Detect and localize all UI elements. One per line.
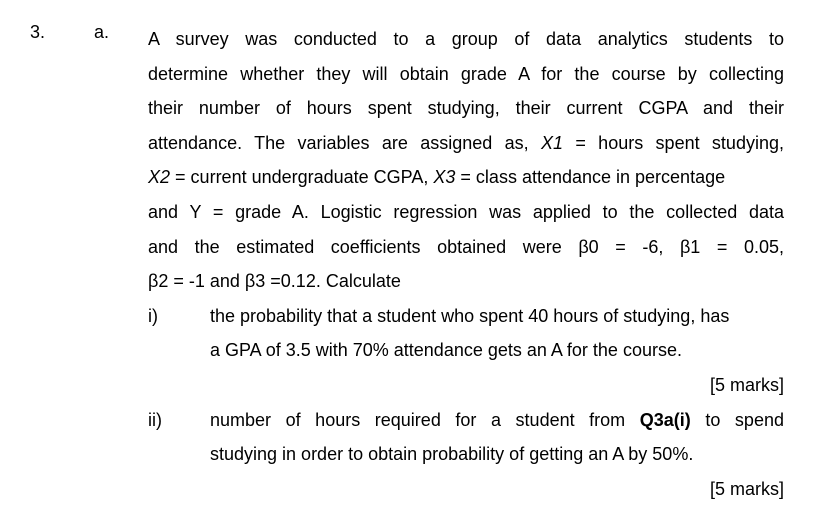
part-label: a. — [94, 22, 110, 42]
var-x1: X1 — [540, 132, 563, 153]
sub-i-marks: [5 marks] — [709, 374, 784, 395]
intro-line-4 — [148, 126, 784, 161]
sub-i-line-2: a GPA of 3.5 with 70% attendance gets an A for the course. — [210, 340, 682, 361]
sub-ii-line-1 — [210, 403, 784, 438]
coef-line: β2 = -1 and β3 =0.12. Calculate — [148, 271, 401, 292]
coef-b1: β1 = 0.05, — [679, 236, 784, 257]
question-number: 3. — [30, 22, 46, 42]
sub-question-ii — [148, 403, 784, 472]
sub-ii-line-2: studying in order to obtain probability of getting an A by 50%. — [210, 444, 694, 465]
intro-line-7 — [148, 230, 784, 265]
var-x1-def: = hours spent studying, — [575, 132, 784, 153]
intro-line-5 — [148, 160, 784, 195]
sub-question-i — [148, 299, 784, 368]
intro-line-2: determine whether they will obtain grade A for the course by collecting — [148, 63, 784, 84]
intro-line-6: and Y = grade A. Logistic regression was applied to the collected data — [148, 201, 784, 222]
sub-ii-marks: [5 marks] — [709, 478, 784, 499]
intro-line-1: A survey was conducted to a group of data analytics students to — [148, 29, 784, 49]
intro-line-4-text: attendance. The variables are assigned as, — [148, 132, 529, 153]
var-x3: X3 — [433, 167, 456, 188]
intro-line-7-text: and the estimated coefficients obtained were — [148, 236, 562, 257]
question-body — [148, 22, 784, 506]
var-x2-def: = current undergraduate CGPA, — [175, 167, 429, 188]
var-x2: X2 — [148, 167, 171, 188]
var-x3-def: = class attendance in percentage — [460, 167, 726, 188]
sub-i-label: i) — [148, 305, 158, 326]
coef-b0: β0 = -6, — [578, 236, 664, 257]
sub-ii-label: ii) — [148, 409, 162, 430]
intro-line-3: their number of hours spent studying, their current CGPA and their — [148, 98, 784, 119]
sub-ii-line-1-post: to spend — [705, 409, 784, 430]
sub-i-line-1: the probability that a student who spent 40 hours of studying, has — [210, 305, 730, 326]
sub-ii-line-1-pre: number of hours required for a student from — [210, 409, 626, 430]
sub-ii-ref: Q3a(i) — [639, 409, 691, 430]
